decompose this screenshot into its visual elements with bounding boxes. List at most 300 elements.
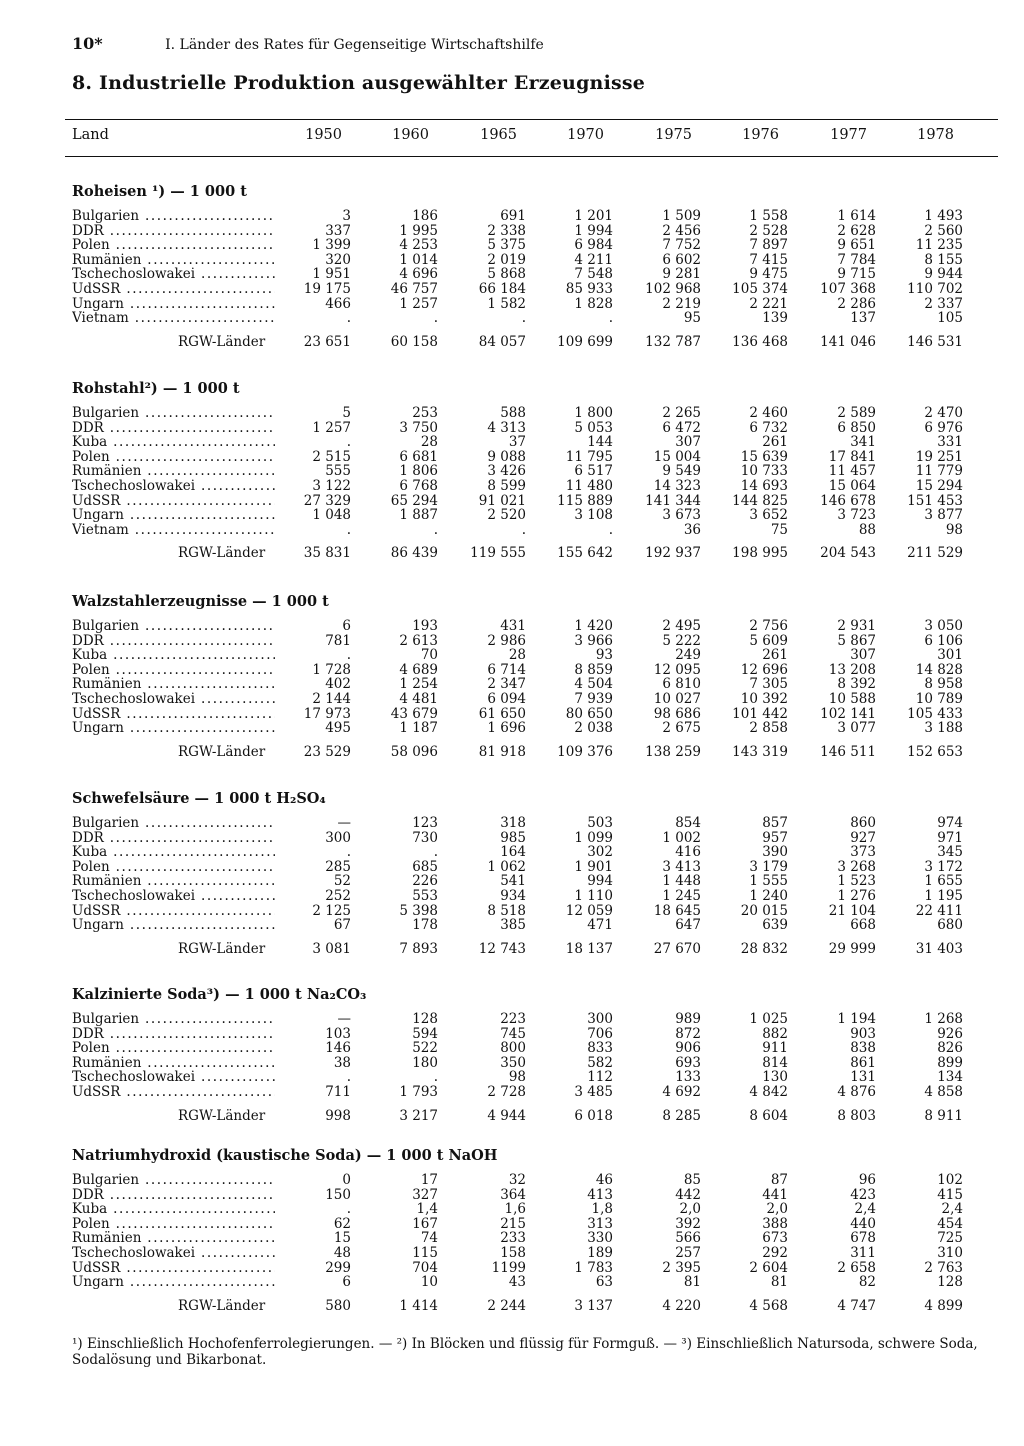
table-row bbox=[0, 634, 1024, 649]
table-cell: 17 bbox=[420, 1172, 438, 1188]
table-cell: 2 675 bbox=[662, 720, 701, 737]
table-cell: 974 bbox=[937, 815, 963, 831]
total-cell: 3 081 bbox=[312, 940, 351, 957]
country-name: Vietnam ..... bbox=[72, 523, 275, 538]
table-cell: 302 bbox=[587, 844, 613, 861]
table-cell: 440 bbox=[850, 1215, 876, 1232]
table-cell: 14 828 bbox=[915, 661, 963, 678]
table-cell: 814 bbox=[762, 1054, 788, 1071]
total-cell: 109 376 bbox=[557, 743, 613, 760]
table-cell: 19 175 bbox=[303, 281, 351, 297]
table-cell: 318 bbox=[500, 815, 526, 831]
table-cell: 1 558 bbox=[749, 208, 788, 224]
table-cell: 102 141 bbox=[820, 705, 876, 722]
table-cell: 4 504 bbox=[574, 676, 613, 693]
table-row bbox=[0, 648, 1024, 663]
country-name: DDR ..... bbox=[72, 421, 275, 436]
total-cell: 136 468 bbox=[732, 333, 788, 350]
table-cell: 226 bbox=[412, 873, 438, 890]
table-cell: 3 172 bbox=[924, 858, 963, 875]
table-cell: 1 555 bbox=[749, 873, 788, 890]
table-cell: 5 053 bbox=[574, 419, 613, 436]
table-cell: 1 240 bbox=[749, 888, 788, 904]
table-row bbox=[0, 1275, 1024, 1290]
table-row bbox=[0, 1070, 1024, 1085]
table-cell: 98 bbox=[945, 521, 963, 538]
section-title: Roheisen ¹) — 1 000 t bbox=[72, 183, 247, 200]
table-cell: 1 806 bbox=[399, 463, 438, 480]
table-cell: 144 bbox=[587, 434, 613, 451]
table-cell: 2 125 bbox=[312, 902, 351, 919]
table-cell: 14 323 bbox=[653, 478, 701, 494]
table-title: 8. Industrielle Produktion ausgewählter Erzeugnisse bbox=[72, 72, 646, 94]
table-cell: 105 433 bbox=[907, 705, 963, 722]
table-cell: 134 bbox=[937, 1069, 963, 1086]
table-cell: 725 bbox=[937, 1230, 963, 1247]
table-cell: 81 bbox=[683, 1274, 701, 1291]
table-cell: . bbox=[346, 647, 351, 664]
table-cell: 215 bbox=[500, 1215, 526, 1232]
table-cell: 8 518 bbox=[487, 902, 526, 919]
country-name: DDR ..... bbox=[72, 831, 275, 846]
total-cell: 27 670 bbox=[653, 940, 701, 957]
table-cell: 588 bbox=[500, 405, 526, 421]
table-cell: 373 bbox=[850, 844, 876, 861]
table-cell: 3 122 bbox=[312, 478, 351, 494]
table-cell: 9 651 bbox=[837, 237, 876, 254]
table-cell: 146 678 bbox=[820, 492, 876, 509]
table-row bbox=[0, 619, 1024, 634]
total-cell: 86 439 bbox=[390, 545, 438, 562]
table-row bbox=[0, 406, 1024, 421]
table-row bbox=[0, 707, 1024, 722]
table-cell: 2 628 bbox=[837, 222, 876, 239]
table-row bbox=[0, 238, 1024, 253]
table-cell: 96 bbox=[858, 1172, 876, 1188]
table-cell: 6 732 bbox=[749, 419, 788, 436]
table-cell: 8 155 bbox=[924, 251, 963, 268]
table-cell: 7 305 bbox=[749, 676, 788, 693]
table-cell: 85 933 bbox=[565, 281, 613, 297]
total-cell: 29 999 bbox=[828, 940, 876, 957]
table-cell: 52 bbox=[333, 873, 351, 890]
table-cell: 233 bbox=[500, 1230, 526, 1247]
table-cell: 2 931 bbox=[837, 618, 876, 634]
table-cell: 12 059 bbox=[565, 902, 613, 919]
table-cell: 105 374 bbox=[732, 281, 788, 297]
section-title: Walzstahlerzeugnisse — 1 000 t bbox=[72, 593, 329, 610]
table-row bbox=[0, 904, 1024, 919]
table-cell: 861 bbox=[850, 1054, 876, 1071]
table-cell: 1 783 bbox=[574, 1259, 613, 1276]
table-cell: 3 108 bbox=[574, 507, 613, 524]
total-cell: 211 529 bbox=[907, 545, 963, 562]
table-cell: 555 bbox=[325, 463, 351, 480]
table-cell: 11 779 bbox=[915, 463, 963, 480]
table-cell: 1 951 bbox=[312, 266, 351, 283]
table-cell: 6 976 bbox=[924, 419, 963, 436]
table-row bbox=[0, 209, 1024, 224]
table-cell: 647 bbox=[675, 917, 701, 934]
total-row bbox=[0, 1298, 1024, 1314]
table-cell: . bbox=[346, 434, 351, 451]
table-cell: 3 050 bbox=[924, 618, 963, 634]
table-cell: 7 897 bbox=[749, 237, 788, 254]
table-cell: 4 689 bbox=[399, 661, 438, 678]
table-cell: 10 733 bbox=[740, 463, 788, 480]
table-cell: 128 bbox=[937, 1274, 963, 1291]
table-cell: 164 bbox=[500, 844, 526, 861]
country-name: Polen ..... bbox=[72, 450, 275, 465]
table-cell: 994 bbox=[587, 873, 613, 890]
total-cell: 8 604 bbox=[749, 1107, 788, 1124]
total-label: RGW-Länder bbox=[178, 1107, 266, 1124]
table-cell: 11 480 bbox=[565, 478, 613, 494]
table-cell: 668 bbox=[850, 917, 876, 934]
country-name: Tschechoslowakei ..... bbox=[72, 889, 275, 904]
table-cell: 522 bbox=[412, 1040, 438, 1057]
total-cell: 4 747 bbox=[837, 1297, 876, 1314]
table-row bbox=[0, 1027, 1024, 1042]
table-cell: 3 723 bbox=[837, 507, 876, 524]
country-name: Rumänien ..... bbox=[72, 1056, 275, 1071]
country-name: DDR ..... bbox=[72, 634, 275, 649]
table-cell: 61 650 bbox=[478, 705, 526, 722]
total-cell: 143 319 bbox=[732, 743, 788, 760]
table-cell: — bbox=[337, 1011, 351, 1027]
table-cell: 2 763 bbox=[924, 1259, 963, 1276]
table-cell: 65 294 bbox=[390, 492, 438, 509]
table-cell: 678 bbox=[850, 1230, 876, 1247]
table-cell: 392 bbox=[675, 1215, 701, 1232]
table-cell: 310 bbox=[937, 1245, 963, 1261]
table-cell: 27 329 bbox=[303, 492, 351, 509]
table-cell: 2 460 bbox=[749, 405, 788, 421]
table-cell: 1 110 bbox=[574, 888, 613, 904]
total-cell: 2 244 bbox=[487, 1297, 526, 1314]
table-cell: 87 bbox=[770, 1172, 788, 1188]
total-cell: 4 899 bbox=[924, 1297, 963, 1314]
table-cell: 8 392 bbox=[837, 676, 876, 693]
total-cell: 4 220 bbox=[662, 1297, 701, 1314]
total-cell: 35 831 bbox=[303, 545, 351, 562]
table-row bbox=[0, 253, 1024, 268]
table-cell: 13 208 bbox=[828, 661, 876, 678]
table-row bbox=[0, 1056, 1024, 1071]
table-cell: 6 602 bbox=[662, 251, 701, 268]
table-cell: 261 bbox=[762, 647, 788, 664]
table-cell: 402 bbox=[325, 676, 351, 693]
table-cell: 1 268 bbox=[924, 1011, 963, 1027]
table-cell: 1 048 bbox=[312, 507, 351, 524]
country-name: UdSSR ..... bbox=[72, 1085, 275, 1100]
country-name: Tschechoslowakei ..... bbox=[72, 1246, 275, 1261]
table-cell: 1 025 bbox=[749, 1011, 788, 1027]
table-cell: 193 bbox=[412, 618, 438, 634]
table-cell: 4 696 bbox=[399, 266, 438, 283]
table-cell: 37 bbox=[508, 434, 526, 451]
total-cell: 580 bbox=[325, 1297, 351, 1314]
table-cell: 5 867 bbox=[837, 632, 876, 649]
country-name: UdSSR ..... bbox=[72, 707, 275, 722]
table-cell: . bbox=[346, 1201, 351, 1218]
table-cell: 331 bbox=[937, 434, 963, 451]
table-cell: 123 bbox=[412, 815, 438, 831]
table-cell: 3 485 bbox=[574, 1084, 613, 1100]
table-cell: 3 673 bbox=[662, 507, 701, 524]
table-cell: 2 265 bbox=[662, 405, 701, 421]
table-cell: 416 bbox=[675, 844, 701, 861]
table-cell: 67 bbox=[333, 917, 351, 934]
country-name: Polen ..... bbox=[72, 860, 275, 875]
table-cell: 745 bbox=[500, 1025, 526, 1042]
table-cell: 582 bbox=[587, 1054, 613, 1071]
table-cell: 299 bbox=[325, 1259, 351, 1276]
running-title: I. Länder des Rates für Gegenseitige Wirtschaftshilfe bbox=[165, 37, 544, 53]
table-cell: 639 bbox=[762, 917, 788, 934]
table-cell: . bbox=[608, 521, 613, 538]
table-cell: 882 bbox=[762, 1025, 788, 1042]
table-cell: . bbox=[521, 310, 526, 327]
table-cell: 6 bbox=[342, 1274, 351, 1291]
total-label: RGW-Länder bbox=[178, 333, 266, 350]
table-cell: 6 bbox=[342, 618, 351, 634]
table-cell: 1 187 bbox=[399, 720, 438, 737]
column-header-year: 1970 bbox=[567, 127, 604, 143]
table-row bbox=[0, 421, 1024, 436]
footnotes: ¹) Einschließlich Hochofenferrolegierungen. — ²) In Blöcken und flüssig für Formguß. — ³) Einschließlich Natursoda, schwere Soda, Sodalösung und Bikarbonat. bbox=[72, 1336, 978, 1368]
table-cell: 2 560 bbox=[924, 222, 963, 239]
table-cell: 301 bbox=[937, 647, 963, 664]
country-name: Rumänien ..... bbox=[72, 253, 275, 268]
table-cell: 18 645 bbox=[653, 902, 701, 919]
table-cell: 899 bbox=[937, 1054, 963, 1071]
table-cell: 12 696 bbox=[740, 661, 788, 678]
table-cell: 14 693 bbox=[740, 478, 788, 494]
table-cell: 454 bbox=[937, 1215, 963, 1232]
total-cell: 198 995 bbox=[732, 545, 788, 562]
total-label: RGW-Länder bbox=[178, 1297, 266, 1314]
table-cell: 341 bbox=[850, 434, 876, 451]
table-cell: 189 bbox=[587, 1245, 613, 1261]
country-name: DDR ..... bbox=[72, 1027, 275, 1042]
table-cell: 466 bbox=[325, 295, 351, 312]
table-cell: 10 588 bbox=[828, 691, 876, 707]
table-cell: 137 bbox=[850, 310, 876, 327]
table-cell: 1 276 bbox=[837, 888, 876, 904]
table-cell: 1 493 bbox=[924, 208, 963, 224]
table-cell: 6 984 bbox=[574, 237, 613, 254]
table-cell: 3 077 bbox=[837, 720, 876, 737]
table-cell: 15 294 bbox=[915, 478, 963, 494]
table-cell: 1 002 bbox=[662, 829, 701, 846]
country-name: Bulgarien ..... bbox=[72, 1012, 275, 1027]
table-cell: 5 bbox=[342, 405, 351, 421]
table-row bbox=[0, 297, 1024, 312]
table-cell: 1 257 bbox=[399, 295, 438, 312]
total-cell: 119 555 bbox=[470, 545, 526, 562]
table-cell: 2,4 bbox=[854, 1201, 876, 1218]
table-cell: 1 655 bbox=[924, 873, 963, 890]
table-cell: 6 810 bbox=[662, 676, 701, 693]
table-cell: 3 413 bbox=[662, 858, 701, 875]
table-cell: 12 095 bbox=[653, 661, 701, 678]
country-name: Tschechoslowakei ..... bbox=[72, 479, 275, 494]
total-cell: 146 511 bbox=[820, 743, 876, 760]
table-cell: 385 bbox=[500, 917, 526, 934]
table-cell: 4 211 bbox=[574, 251, 613, 268]
table-cell: 261 bbox=[762, 434, 788, 451]
table-cell: 1 062 bbox=[487, 858, 526, 875]
table-cell: 1 195 bbox=[924, 888, 963, 904]
country-name: Kuba ..... bbox=[72, 845, 275, 860]
total-cell: 192 937 bbox=[645, 545, 701, 562]
table-cell: 2 470 bbox=[924, 405, 963, 421]
total-cell: 8 285 bbox=[662, 1107, 701, 1124]
table-cell: 91 021 bbox=[478, 492, 526, 509]
total-cell: 1 414 bbox=[399, 1297, 438, 1314]
table-cell: 146 bbox=[325, 1040, 351, 1057]
total-row bbox=[0, 334, 1024, 350]
table-cell: 1 793 bbox=[399, 1084, 438, 1100]
table-cell: 115 889 bbox=[557, 492, 613, 509]
table-cell: 1 728 bbox=[312, 661, 351, 678]
table-cell: 133 bbox=[675, 1069, 701, 1086]
table-cell: 74 bbox=[420, 1230, 438, 1247]
table-cell: 1199 bbox=[491, 1259, 526, 1276]
country-name: Bulgarien ..... bbox=[72, 209, 275, 224]
country-name: Polen ..... bbox=[72, 238, 275, 253]
top-rule bbox=[65, 119, 998, 120]
column-header-land: Land bbox=[72, 127, 109, 143]
header-rule bbox=[65, 156, 998, 157]
country-name: Ungarn ..... bbox=[72, 1275, 275, 1290]
table-cell: 43 bbox=[508, 1274, 526, 1291]
table-cell: — bbox=[337, 815, 351, 831]
table-cell: 252 bbox=[325, 888, 351, 904]
table-cell: 1 995 bbox=[399, 222, 438, 239]
table-cell: 103 bbox=[325, 1025, 351, 1042]
table-cell: 7 548 bbox=[574, 266, 613, 283]
table-cell: 800 bbox=[500, 1040, 526, 1057]
table-row bbox=[0, 1231, 1024, 1246]
table-cell: 6 768 bbox=[399, 478, 438, 494]
total-cell: 6 018 bbox=[574, 1107, 613, 1124]
table-cell: 934 bbox=[500, 888, 526, 904]
table-cell: 7 939 bbox=[574, 691, 613, 707]
table-cell: 0 bbox=[342, 1172, 351, 1188]
total-row bbox=[0, 941, 1024, 957]
table-cell: 566 bbox=[675, 1230, 701, 1247]
table-cell: 167 bbox=[412, 1215, 438, 1232]
table-cell: 2,0 bbox=[679, 1201, 701, 1218]
table-row bbox=[0, 450, 1024, 465]
table-cell: 1 194 bbox=[837, 1011, 876, 1027]
table-cell: 6 714 bbox=[487, 661, 526, 678]
section-title: Kalzinierte Soda³) — 1 000 t Na₂CO₃ bbox=[72, 986, 367, 1003]
country-name: Polen ..... bbox=[72, 1041, 275, 1056]
table-cell: 75 bbox=[770, 521, 788, 538]
table-cell: 139 bbox=[762, 310, 788, 327]
table-cell: 503 bbox=[587, 815, 613, 831]
table-cell: 2,0 bbox=[766, 1201, 788, 1218]
table-cell: 2 456 bbox=[662, 222, 701, 239]
table-cell: 9 281 bbox=[662, 266, 701, 283]
table-cell: 292 bbox=[762, 1245, 788, 1261]
table-cell: 11 457 bbox=[828, 463, 876, 480]
table-cell: 680 bbox=[937, 917, 963, 934]
table-row bbox=[0, 677, 1024, 692]
table-cell: 4 876 bbox=[837, 1084, 876, 1100]
table-cell: 3 268 bbox=[837, 858, 876, 875]
table-cell: 2 286 bbox=[837, 295, 876, 312]
table-cell: 4 481 bbox=[399, 691, 438, 707]
table-cell: 553 bbox=[412, 888, 438, 904]
column-header-year: 1977 bbox=[830, 127, 867, 143]
country-name: Tschechoslowakei ..... bbox=[72, 1070, 275, 1085]
country-name: Bulgarien ..... bbox=[72, 619, 275, 634]
table-cell: 2 528 bbox=[749, 222, 788, 239]
table-cell: 28 bbox=[508, 647, 526, 664]
table-cell: . bbox=[433, 1069, 438, 1086]
table-cell: 46 bbox=[595, 1172, 613, 1188]
total-label: RGW-Länder bbox=[178, 545, 266, 562]
table-cell: 144 825 bbox=[732, 492, 788, 509]
country-name: Kuba ..... bbox=[72, 1202, 275, 1217]
table-cell: 985 bbox=[500, 829, 526, 846]
table-cell: 364 bbox=[500, 1186, 526, 1203]
table-row bbox=[0, 860, 1024, 875]
table-cell: 431 bbox=[500, 618, 526, 634]
table-cell: 6 094 bbox=[487, 691, 526, 707]
table-row bbox=[0, 1202, 1024, 1217]
table-cell: 70 bbox=[420, 647, 438, 664]
table-cell: 17 841 bbox=[828, 448, 876, 465]
table-cell: 6 850 bbox=[837, 419, 876, 436]
table-cell: 105 bbox=[937, 310, 963, 327]
table-cell: 906 bbox=[675, 1040, 701, 1057]
table-cell: 327 bbox=[412, 1186, 438, 1203]
total-cell: 4 944 bbox=[487, 1107, 526, 1124]
table-cell: 1 245 bbox=[662, 888, 701, 904]
table-cell: 1 099 bbox=[574, 829, 613, 846]
table-row bbox=[0, 1261, 1024, 1276]
table-row bbox=[0, 464, 1024, 479]
table-cell: 8 859 bbox=[574, 661, 613, 678]
column-header-year: 1976 bbox=[742, 127, 779, 143]
table-cell: . bbox=[608, 310, 613, 327]
table-cell: 833 bbox=[587, 1040, 613, 1057]
table-cell: 826 bbox=[937, 1040, 963, 1057]
table-cell: 3 bbox=[342, 208, 351, 224]
table-cell: 93 bbox=[595, 647, 613, 664]
table-cell: 307 bbox=[675, 434, 701, 451]
table-row bbox=[0, 1188, 1024, 1203]
section-title: Schwefelsäure — 1 000 t H₂SO₄ bbox=[72, 790, 326, 807]
table-cell: 11 235 bbox=[915, 237, 963, 254]
table-cell: 2 144 bbox=[312, 691, 351, 707]
country-name: UdSSR ..... bbox=[72, 494, 275, 509]
table-cell: 1 014 bbox=[399, 251, 438, 268]
table-cell: 4 842 bbox=[749, 1084, 788, 1100]
table-cell: 102 968 bbox=[645, 281, 701, 297]
table-row bbox=[0, 1246, 1024, 1261]
table-cell: 9 088 bbox=[487, 448, 526, 465]
table-cell: 1 523 bbox=[837, 873, 876, 890]
table-cell: 98 686 bbox=[653, 705, 701, 722]
table-cell: 82 bbox=[858, 1274, 876, 1291]
table-row bbox=[0, 692, 1024, 707]
